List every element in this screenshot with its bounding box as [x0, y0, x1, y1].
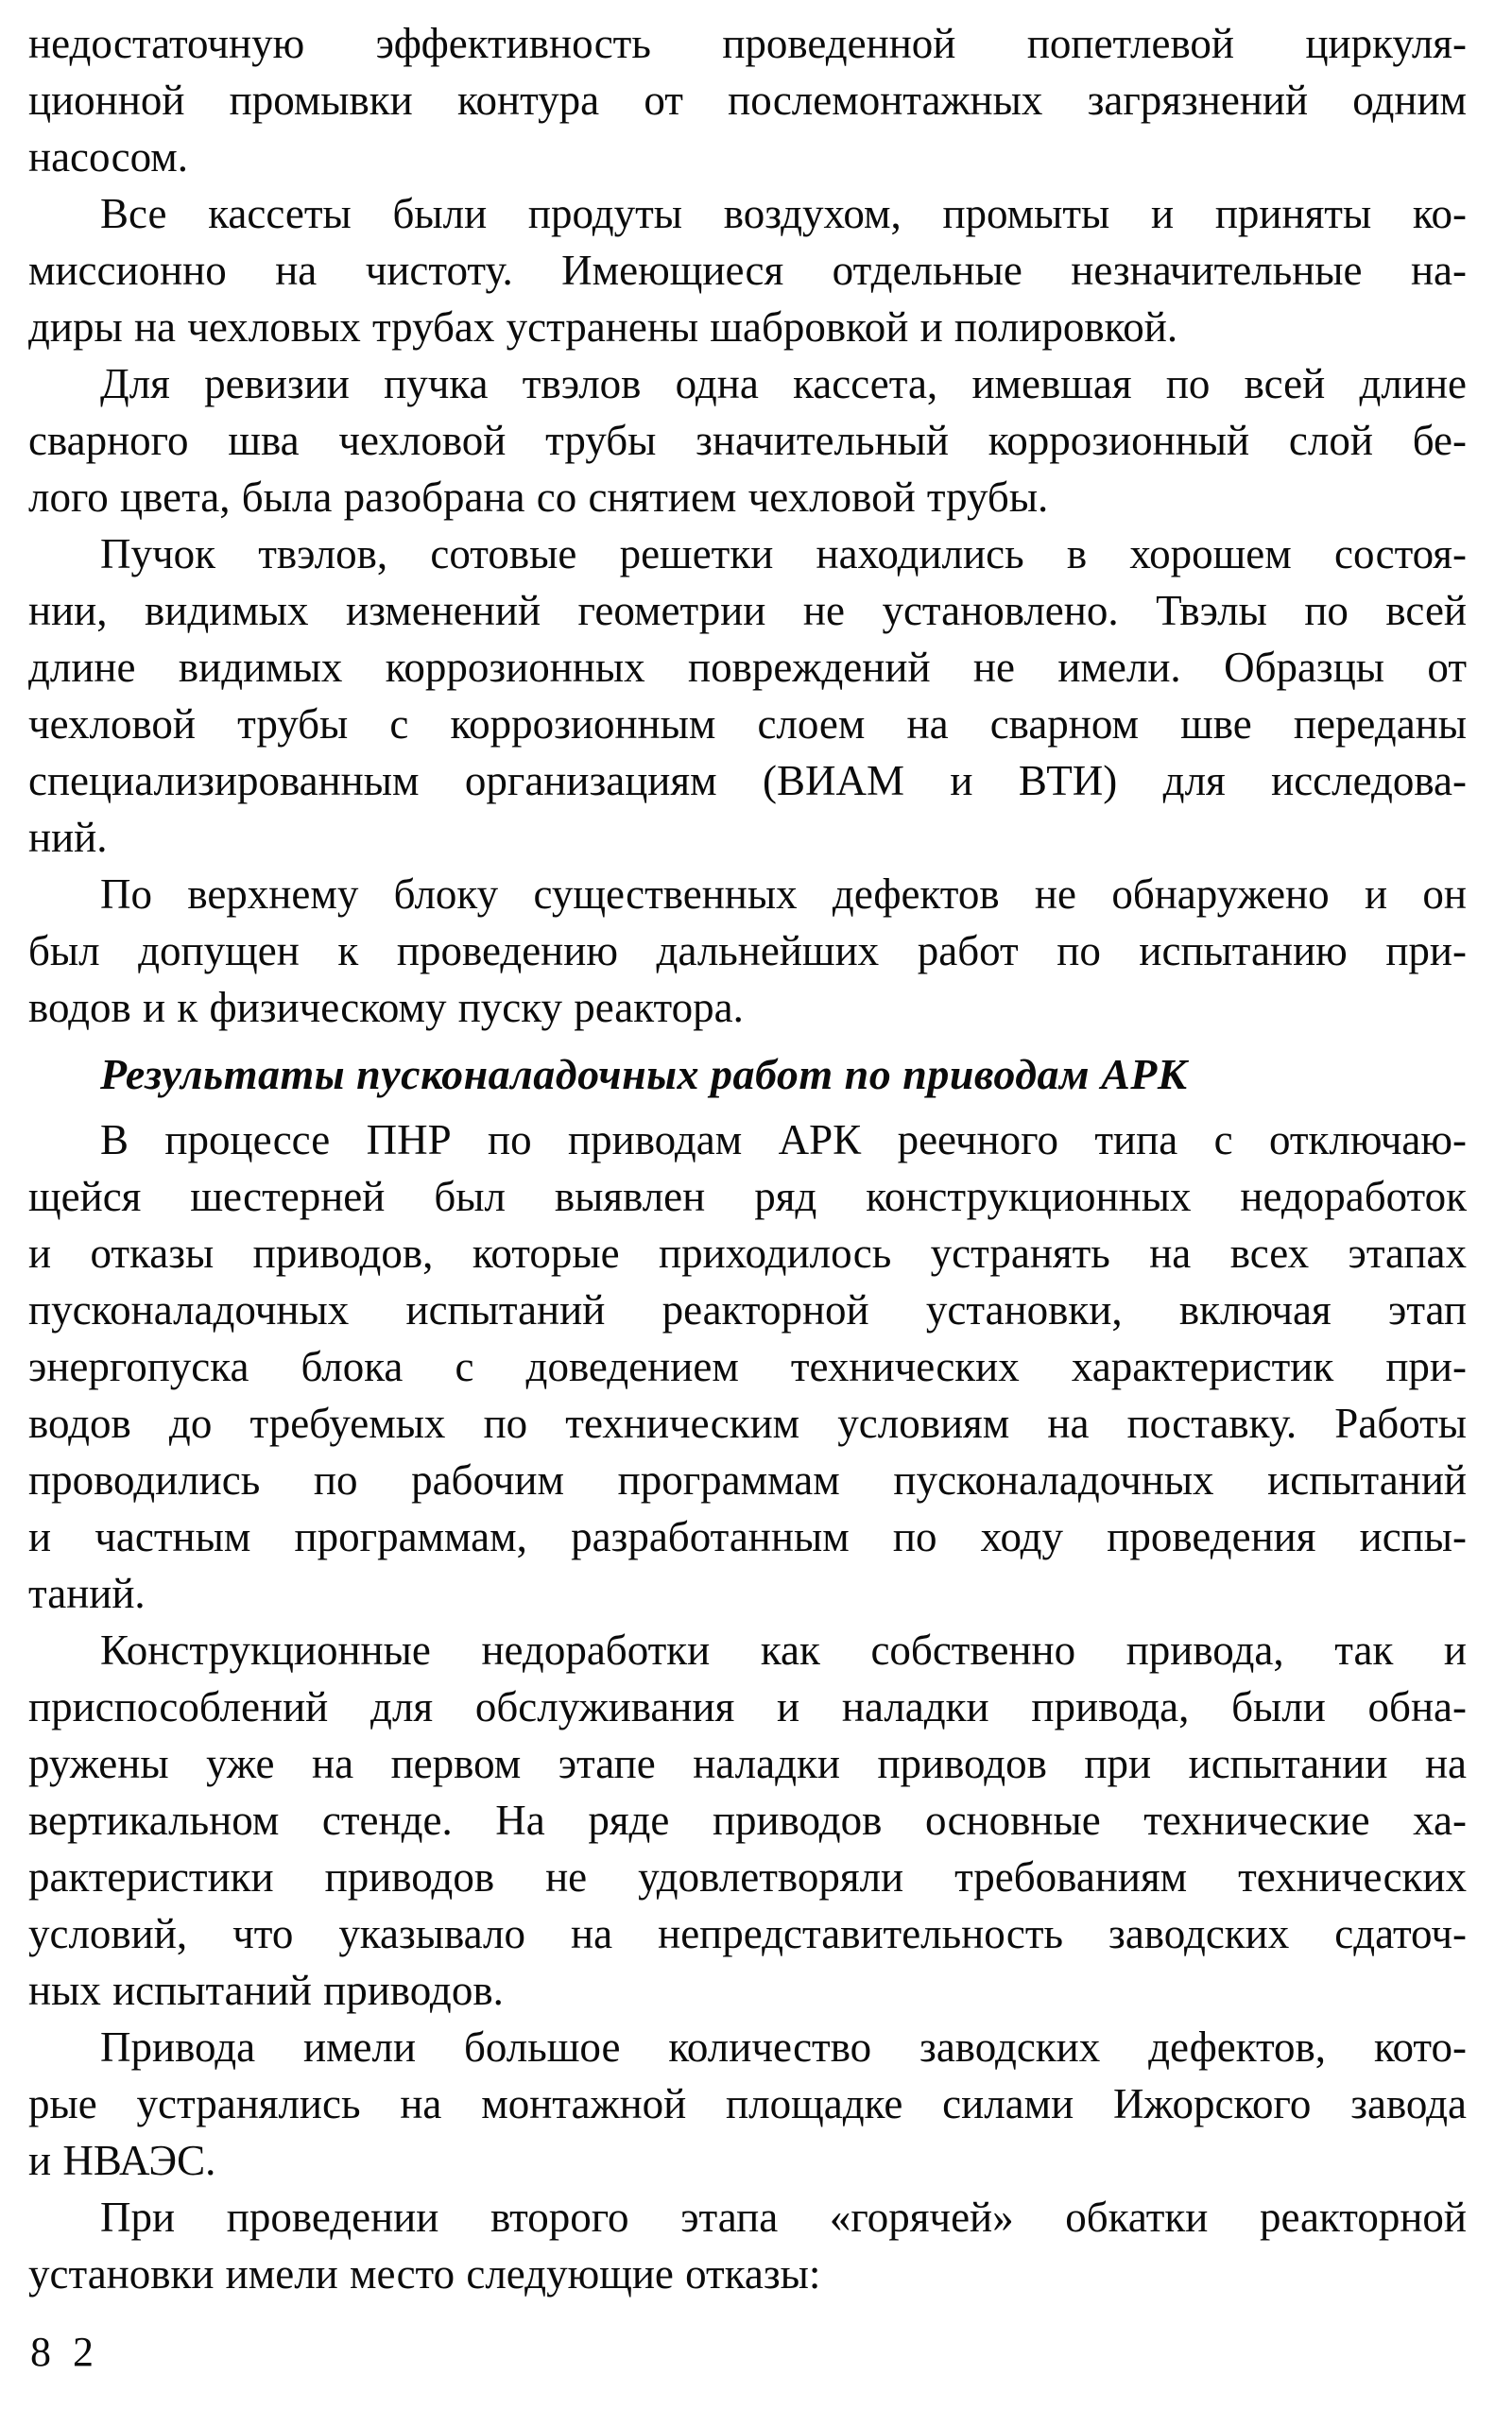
paragraph	[28, 185, 1467, 355]
text-line: недостаточную эффективность проведенной попетлевой циркуля-	[28, 20, 1467, 67]
text-line: ний.	[28, 814, 108, 861]
text-line: энергопуска блока с доведением технических характеристик при-	[28, 1343, 1467, 1390]
text-line: лого цвета, была разобрана со снятием чехловой трубы.	[28, 473, 1049, 521]
text-line: При проведении второго этапа «горячей» обкатки реакторной	[100, 2194, 1467, 2241]
paragraph	[28, 2189, 1467, 2302]
text-line: По верхнему блоку существенных дефектов не обнаружено и он	[100, 870, 1467, 918]
text-line: насосом.	[28, 133, 188, 181]
text-line: Привода имели большое количество заводских дефектов, кото-	[100, 2023, 1467, 2071]
text-line: таний.	[28, 1570, 146, 1617]
page-number: 8 2	[30, 2329, 99, 2375]
text-line: Для ревизии пучка твэлов одна кассета, имевшая по всей длине	[100, 360, 1467, 407]
text-line: водов до требуемых по техническим условиям на поставку. Работы	[28, 1400, 1467, 1447]
paragraph	[28, 2019, 1467, 2189]
paragraph	[28, 355, 1467, 525]
text-line: водов и к физическому пуску реактора.	[28, 984, 744, 1031]
page-content	[28, 15, 1467, 2302]
text-line: Все кассеты были продуты воздухом, промыты и приняты ко-	[100, 190, 1467, 237]
text-line: условий, что указывало на непредставительность заводских сдаточ-	[28, 1910, 1467, 1957]
text-line: вертикальном стенде. На ряде приводов основные технические ха-	[28, 1797, 1467, 1844]
text-line: диры на чехловых трубах устранены шабровкой и полировкой.	[28, 303, 1178, 351]
text-line: установки имели место следующие отказы:	[28, 2250, 821, 2298]
text-line: В процессе ПНР по приводам АРК реечного типа с отключаю-	[100, 1116, 1467, 1163]
section-heading: Результаты пусконаладочных работ по приводам АРК	[100, 1050, 1188, 1098]
text-line: приспособлений для обслуживания и наладки привода, были обна-	[28, 1683, 1467, 1730]
text-line: нии, видимых изменений геометрии не установлено. Твэлы по всей	[28, 587, 1467, 634]
text-line: проводились по рабочим программам пусконаладочных испытаний	[28, 1456, 1467, 1504]
text-line: сварного шва чехловой трубы значительный коррозионный слой бе-	[28, 417, 1467, 464]
text-line: ружены уже на первом этапе наладки приводов при испытании на	[28, 1740, 1467, 1787]
text-line: и частным программам, разработанным по ходу проведения испы-	[28, 1513, 1467, 1560]
text-line: Пучок твэлов, сотовые решетки находились в хорошем состоя-	[100, 530, 1467, 577]
text-line: чехловой трубы с коррозионным слоем на сварном шве переданы	[28, 700, 1467, 748]
paragraph	[28, 1111, 1467, 1622]
text-line: рактеристики приводов не удовлетворяли требованиям технических	[28, 1853, 1467, 1901]
text-line: длине видимых коррозионных повреждений не имели. Образцы от	[28, 644, 1467, 691]
text-line: миссионно на чистоту. Имеющиеся отдельные незначительные на-	[28, 247, 1467, 294]
text-line: ных испытаний приводов.	[28, 1967, 504, 2014]
text-line: Конструкционные недоработки как собственно привода, так и	[100, 1627, 1467, 1674]
text-line: рые устранялись на монтажной площадке силами Ижорского завода	[28, 2080, 1467, 2127]
text-line: специализированным организациям (ВИАМ и ВТИ) для исследова-	[28, 757, 1467, 804]
text-line: пусконаладочных испытаний реакторной установки, включая этап	[28, 1286, 1467, 1334]
paragraph	[28, 15, 1467, 185]
paragraph	[28, 866, 1467, 1036]
text-line: был допущен к проведению дальнейших работ по испытанию при-	[28, 927, 1467, 974]
text-line: щейся шестерней был выявлен ряд конструкционных недоработок	[28, 1173, 1467, 1220]
paragraph	[28, 1622, 1467, 2019]
paragraph	[28, 525, 1467, 866]
text-line: и отказы приводов, которые приходилось устранять на всех этапах	[28, 1230, 1467, 1277]
text-line: ционной промывки контура от послемонтажных загрязнений одним	[28, 77, 1467, 124]
text-line: и НВАЭС.	[28, 2137, 216, 2184]
